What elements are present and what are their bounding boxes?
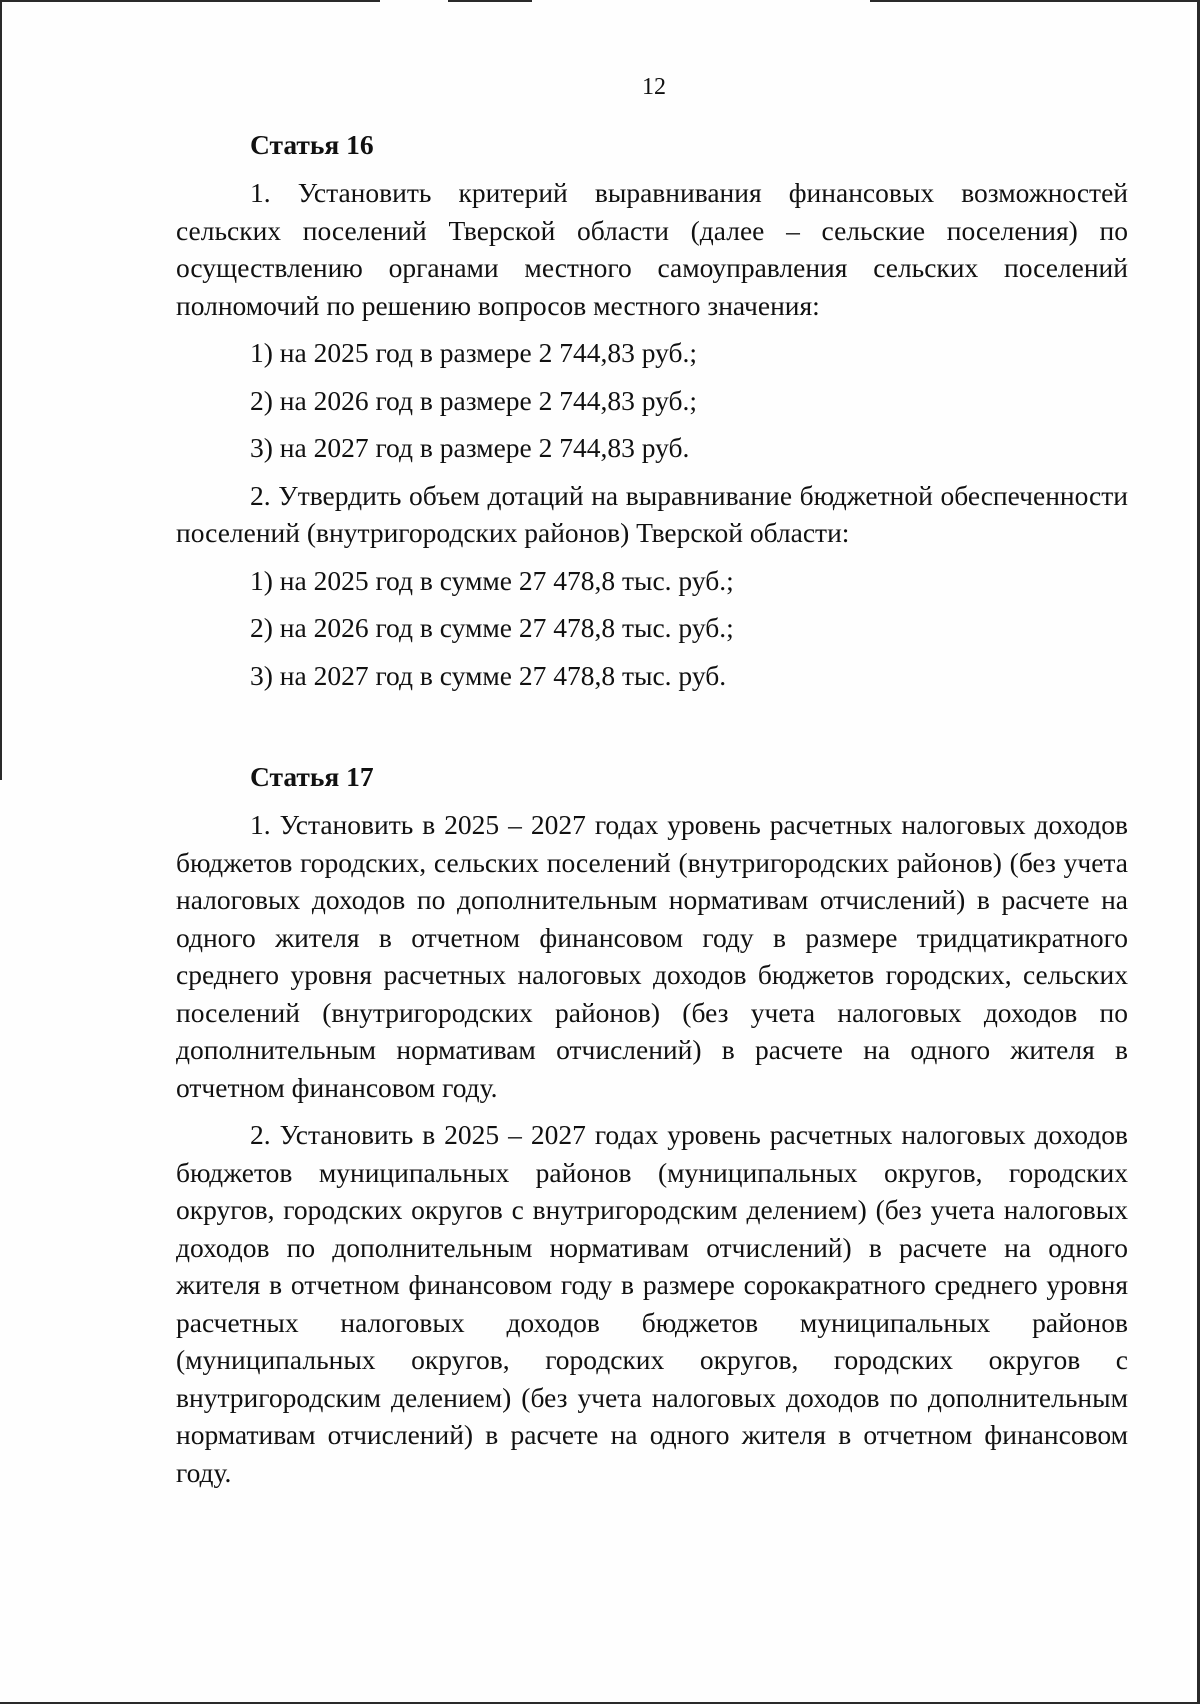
article-16-item-2026: 2) на 2026 год в размере 2 744,83 руб.; (250, 384, 698, 416)
article-16-paragraph-2: 2. Утвердить объем дотаций на выравнивание бюджетной обеспеченности поселений (внутригородских районов) Тверской области: (176, 479, 1128, 548)
article-17-heading: Статья 17 (250, 761, 374, 792)
article-16-subsidy-2027: 3) на 2027 год в сумме 27 478,8 тыс. руб. (250, 659, 727, 691)
article-17-paragraph-2: 2. Установить в 2025 – 2027 годах уровень расчетных налоговых доходов бюджетов муниципальных районов (муниципальных округов, городских округов, городских округов с внутригородским делением) (без учета налоговых доходов по дополнительным нормативам отчислений) в расчете на одного жителя в отчетном финансовом году в размере сорокакратного среднего уровня расчетных налоговых доходов бюджетов муниципальных районов (муниципальных округов, городских округов, городских округов с внутригородским делением) (без учета налоговых доходов по дополнительным нормативам отчислений) в расчете на одного жителя в отчетном финансовом году. (176, 1119, 1128, 1488)
article-16-item-2027: 3) на 2027 год в размере 2 744,83 руб. (250, 432, 690, 463)
scan-edge-top-mid (448, 0, 532, 2)
article-16-item-2025: 1) на 2025 год в размере 2 744,83 руб.; (250, 337, 698, 368)
scan-edge-top-right (870, 0, 1200, 2)
article-16-subsidy-2025: 1) на 2025 год в сумме 27 478,8 тыс. руб.; (250, 564, 734, 596)
article-17-paragraph-1: 1. Установить в 2025 – 2027 годах уровень расчетных налоговых доходов бюджетов городских, сельских поселений (внутригородских районов) (без учета налоговых доходов по дополнительным нормативам отчислений) в расчете на одного жителя в отчетном финансовом году в размере тридцатикратного среднего уровня расчетных налоговых доходов бюджетов городских, сельских поселений (внутригородских районов) (без учета налоговых доходов по дополнительным нормативам отчислений) в расчете на одного жителя в отчетном финансовом году. (176, 809, 1128, 1103)
article-16-heading: Статья 16 (250, 129, 374, 160)
document-body (176, 126, 1128, 1491)
scan-edge-top-left (0, 0, 380, 2)
article-16-paragraph-1: 1. Установить критерий выравнивания финансовых возможностей сельских поселений Тверской области (далее – сельские поселения) по осуществлению органами местного самоуправления сельских поселений полномочий по решению вопросов местного значения: (176, 177, 1128, 321)
scan-edge-left (0, 0, 2, 780)
page-number: 12 (642, 74, 666, 100)
article-16-subsidy-2026: 2) на 2026 год в сумме 27 478,8 тыс. руб.; (250, 612, 734, 643)
